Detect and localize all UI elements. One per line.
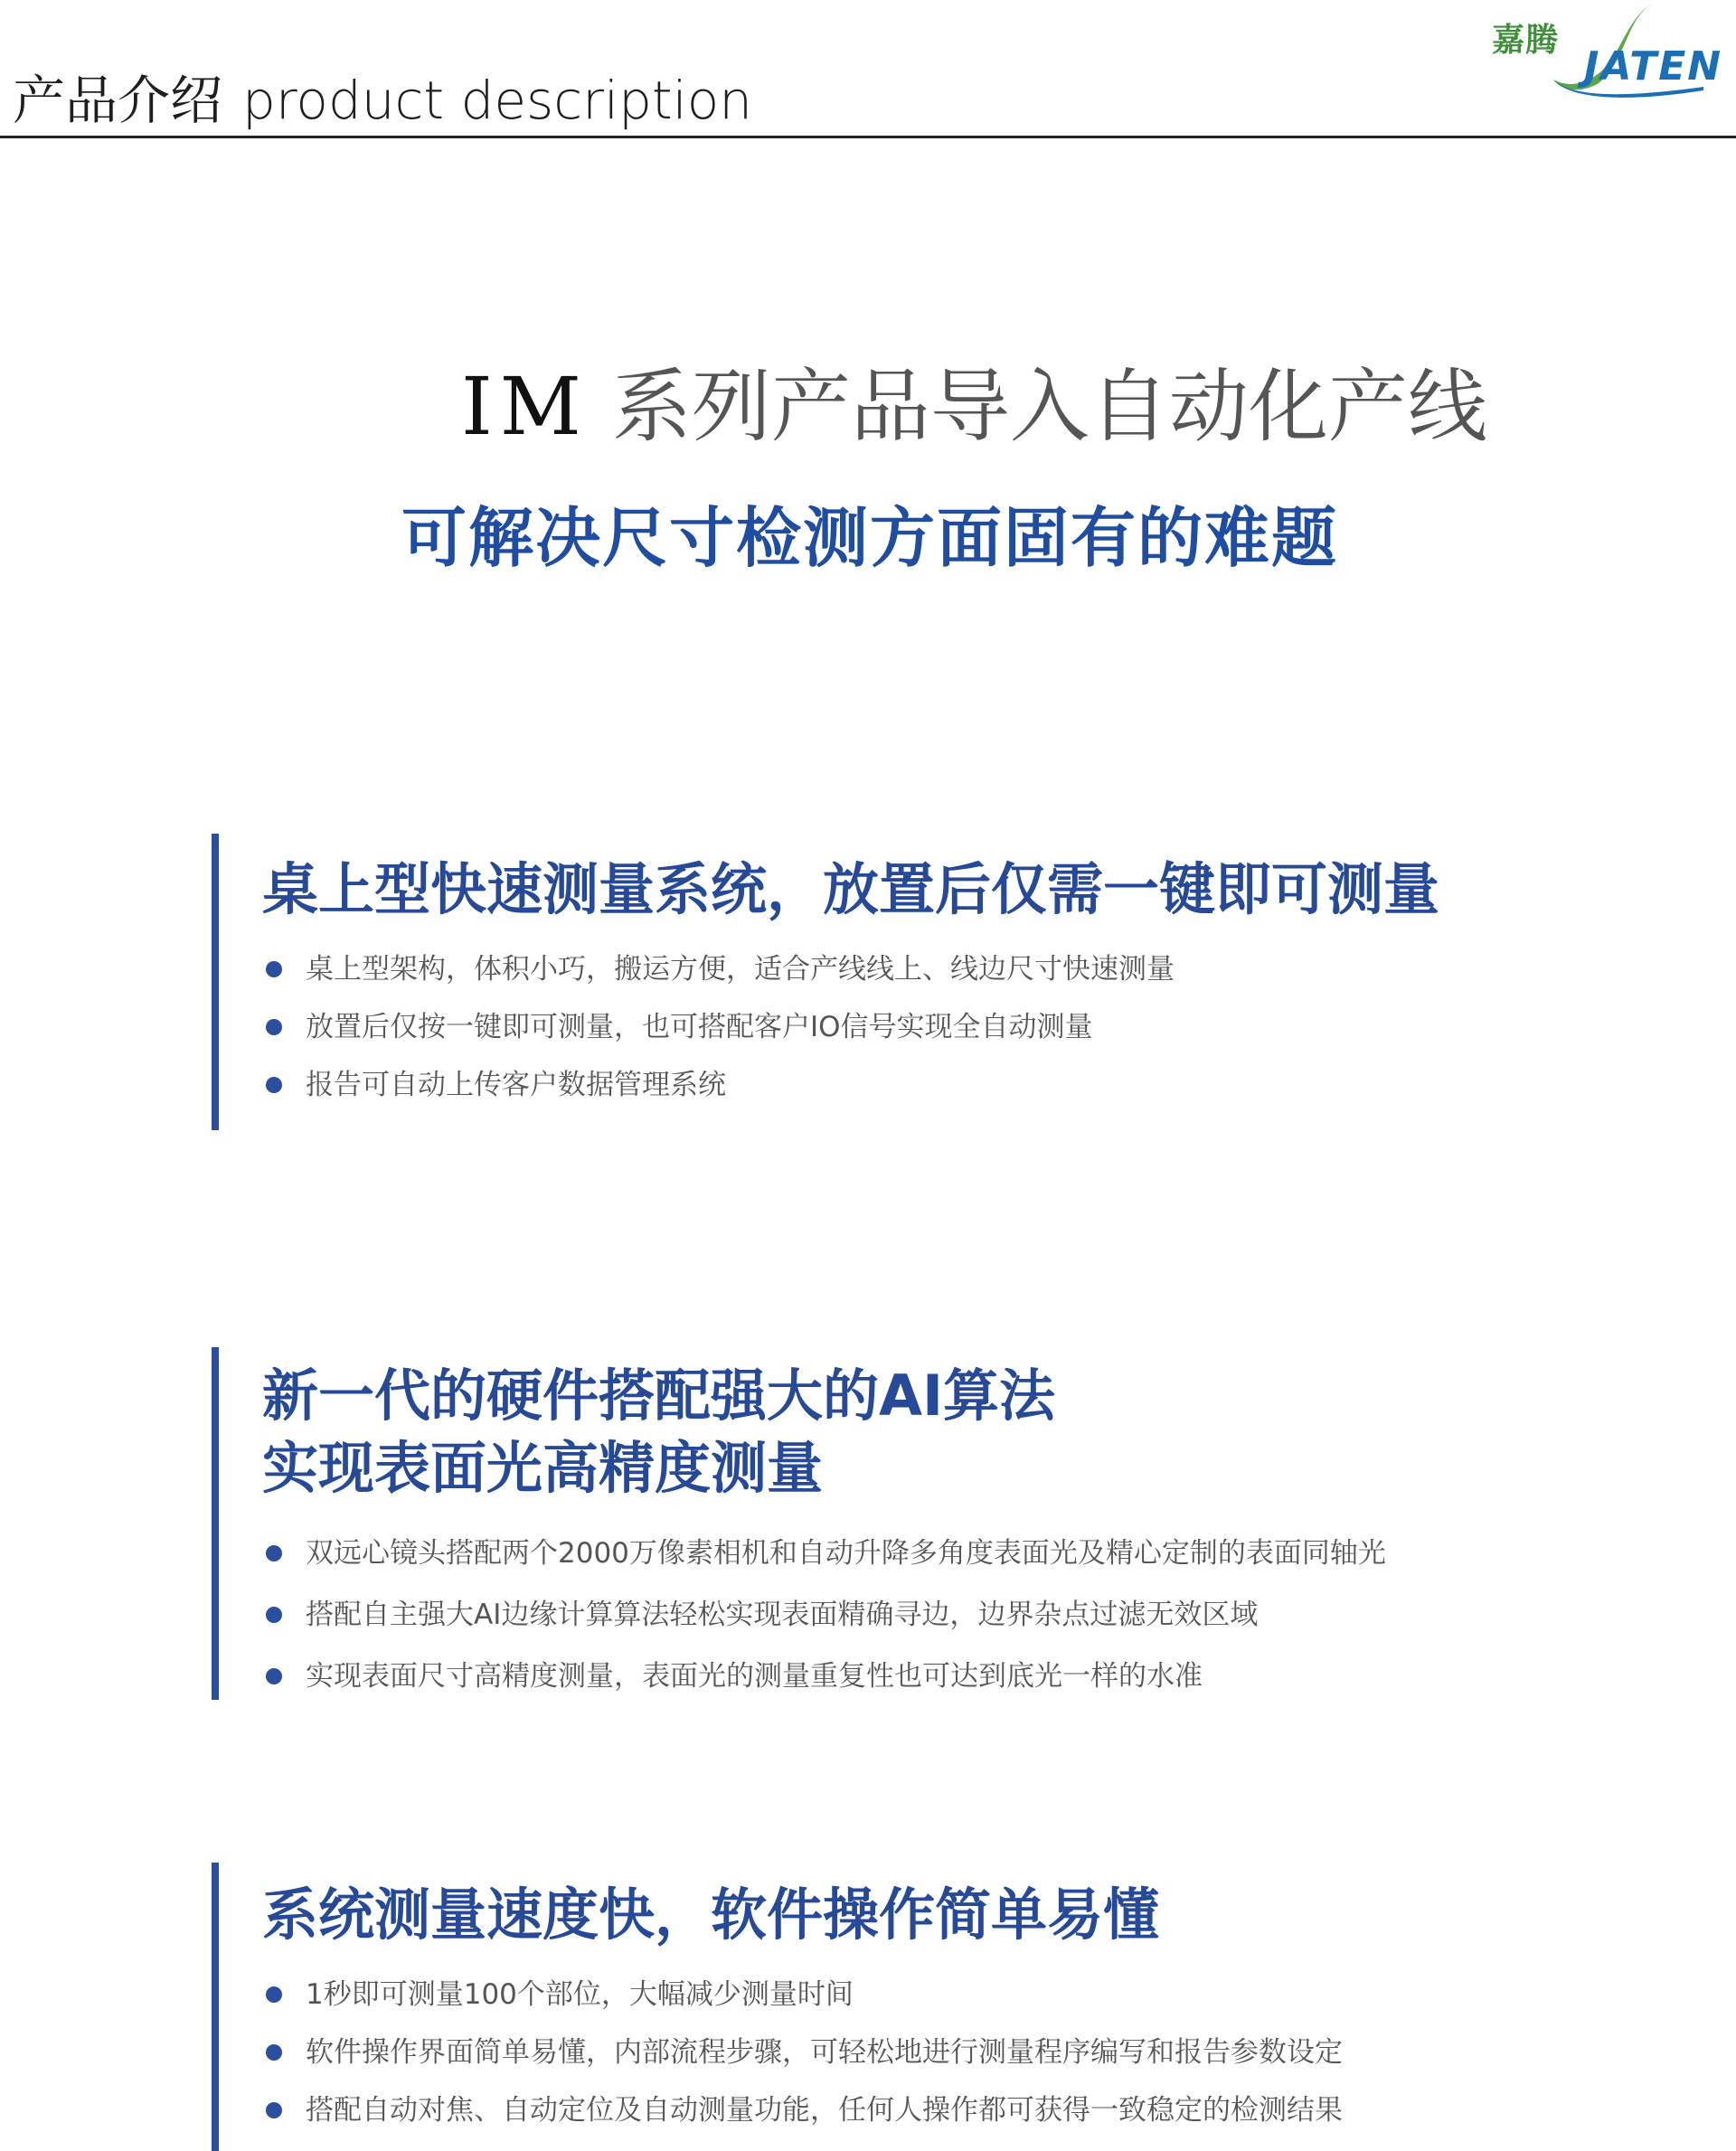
hero-subheading: 可解决尺寸检测方面固有的难题 [401,500,1339,576]
section-title-line1: 新一代的硬件搭配强大的AI算法 [262,1363,1056,1429]
feature-list [266,940,1175,1114]
bullet-icon [266,1545,282,1561]
section-title: 桌上型快速测量系统，放置后仅需一键即可测量 [262,856,1440,922]
section-title-line2: 实现表面光高精度测量 [262,1435,824,1501]
list-item: 桌上型架构，体积小巧，搬运方便，适合产线线上、线边尺寸快速测量 [266,940,1175,998]
logo-text-en: JATEN [1584,43,1723,90]
logo-text-cn: 嘉腾 [1492,22,1560,59]
bullet-icon [266,1986,282,2003]
bullet-icon [266,2102,282,2118]
list-item: 搭配自主强大AI边缘计算算法轻松实现表面精确寻边，边界杂点过滤无效区域 [266,1584,1386,1646]
bullet-icon [266,1077,282,1093]
hero-prefix: IM [461,360,589,453]
header-title-en: product description [242,70,753,131]
list-item: 实现表面尺寸高精度测量，表面光的测量重复性也可达到底光一样的水准 [266,1646,1386,1707]
bullet-icon [266,2044,282,2061]
section-accent-bar [212,1347,219,1700]
hero-line1-text: 系列产品导入自动化产线 [611,360,1487,453]
bullet-icon [266,1607,282,1623]
section-accent-bar [212,834,219,1130]
hero-heading [461,362,1487,452]
header-divider [0,136,1736,138]
list-item: 双远心镜头搭配两个2000万像素相机和自动升降多角度表面光及精心定制的表面同轴光 [266,1523,1386,1584]
section-accent-bar [212,1863,219,2151]
header-title-cn: 产品介绍 [13,70,223,131]
bullet-icon [266,961,282,977]
feature-list [266,1966,1343,2139]
bullet-icon [266,1019,282,1035]
list-item: 1秒即可测量100个部位，大幅减少测量时间 [266,1966,1343,2024]
list-item: 报告可自动上传客户数据管理系统 [266,1056,1175,1114]
bullet-icon [266,1668,282,1684]
list-item: 搭配自动对焦、自动定位及自动测量功能，任何人操作都可获得一致稳定的检测结果 [266,2081,1343,2139]
feature-list [266,1523,1386,1707]
list-item: 放置后仅按一键即可测量，也可搭配客户IO信号实现全自动测量 [266,998,1175,1056]
list-item: 软件操作界面简单易懂，内部流程步骤，可轻松地进行测量程序编写和报告参数设定 [266,2024,1343,2081]
page-header-title [13,69,752,132]
company-logo [1490,0,1723,99]
section-title: 系统测量速度快，软件操作简单易懂 [262,1882,1160,1948]
